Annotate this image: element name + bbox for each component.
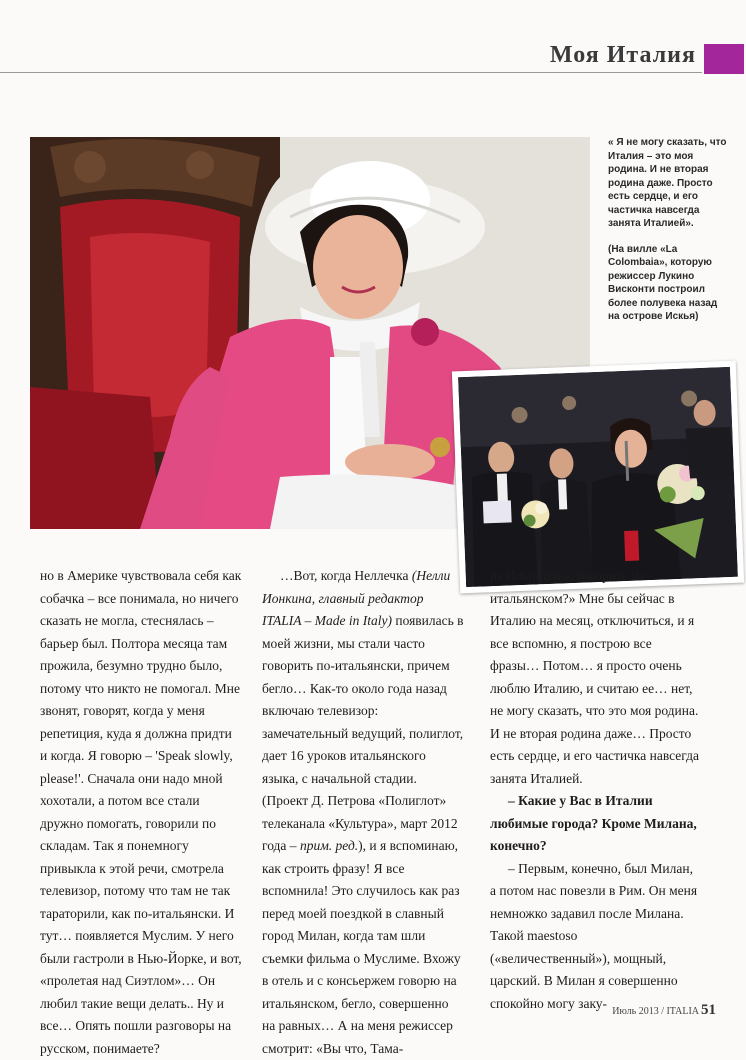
- page-footer: [612, 1002, 716, 1019]
- header-rule: [0, 72, 702, 73]
- section-color-tab: [704, 44, 744, 74]
- column-3-paragraph: ра Ильинична, говорите на итальянском?» Мне бы сейчас в Италию на месяц, отключиться, и я все вспомню, я построю все фразы… Потом… я просто очень люблю Италию, и считаю ее… нет, не могу сказать, что это моя родина. И не вторая родина даже… Просто есть сердце, и его частичка навсегда занята Италией.: [490, 568, 700, 786]
- column-1-text: но в Америке чувствовала себя как собачка – все понимала, но ничего сказать не могла, стеснялась – барьер был. Полтора месяца там прожила, безумно трудно было, потому что никто не помогал. Мне звонят, говорят, когда у меня репетиция, куда я должна придти и когда. Я говорю – 'Speak slowly, please!'. Сначала они надо мной хохотали, а потом все стали дружно помогать, говорили по складам. Так я понемногу привыкла к этой речи, смотрела телевизор, потому что там не так тараторили, как по-итальянски. И тут… появляется Муслим. У него были гастроли в Нью-Йорке, и вот, «пролетая над Сиэтлом»… Он любил такие вещи делать.. Ну и все… Опять пошли разговоры на русском, понимаете?: [40, 568, 242, 1056]
- text-column-3: [490, 565, 700, 1015]
- column-2-lead: …Вот, когда Неллечка: [280, 568, 409, 583]
- interview-question: [490, 790, 700, 858]
- caption-quote: « Я не могу сказать, что Италия – это моя родина. И не вторая родина даже. Просто есть сердце, и его частичка навсегда занята Италией».: [608, 137, 727, 229]
- inset-photo: [452, 361, 744, 594]
- column-2-editor-note: (Нелли Ионкина, главный редактор ITALIA – Made in Italy): [262, 568, 451, 628]
- section-title: Моя Италия: [549, 42, 696, 68]
- text-column-2: [262, 565, 464, 1060]
- caption-location: (На вилле «La Colombaia», которую режиссер Лукино Висконти построил более полувека назад на острове Искья): [608, 243, 718, 322]
- column-2-editor-mark: прим. ред.: [299, 838, 359, 853]
- column-2-rest: ), и я вспоминаю, как строить фразу! Я все вспомнила! Это случилось как раз перед моей поездкой в славный город Милан, когда там шли съемки фильма о Муслиме. Вхожу в отель и с консьержем говорю на итальянском, бегло, совершенно на равных… А на меня режиссер смотрит: «Вы что, Тама-: [262, 838, 461, 1056]
- question-text: – Какие у Вас в Италии любимые города? Кроме Милана, конечно?: [490, 793, 697, 853]
- page-number: 51: [701, 1002, 716, 1018]
- interview-answer: – Первым, конечно, был Милан, а потом нас повезли в Рим. Он меня немножко задавил после Милана. Такой maestoso («величественный»), мощный, царский. В Милан я совершенно спокойно могу заку-: [490, 860, 698, 1011]
- text-column-1: [40, 565, 242, 1060]
- photo-caption: [608, 136, 728, 336]
- column-2-text: [262, 565, 464, 1060]
- issue-label: Июль 2013 / ITALIA: [612, 1006, 699, 1017]
- column-2-body: появилась в моей жизни, мы стали часто говорить по-итальянски, причем бегло… Как-то около года назад включаю телевизор: замечательный ведущий, полиглот, дает 16 уроков итальянского языка, с начальной стадии. (Проект Д. Петрова «Полиглот» телеканала «Культура», март 2012 года –: [262, 613, 464, 853]
